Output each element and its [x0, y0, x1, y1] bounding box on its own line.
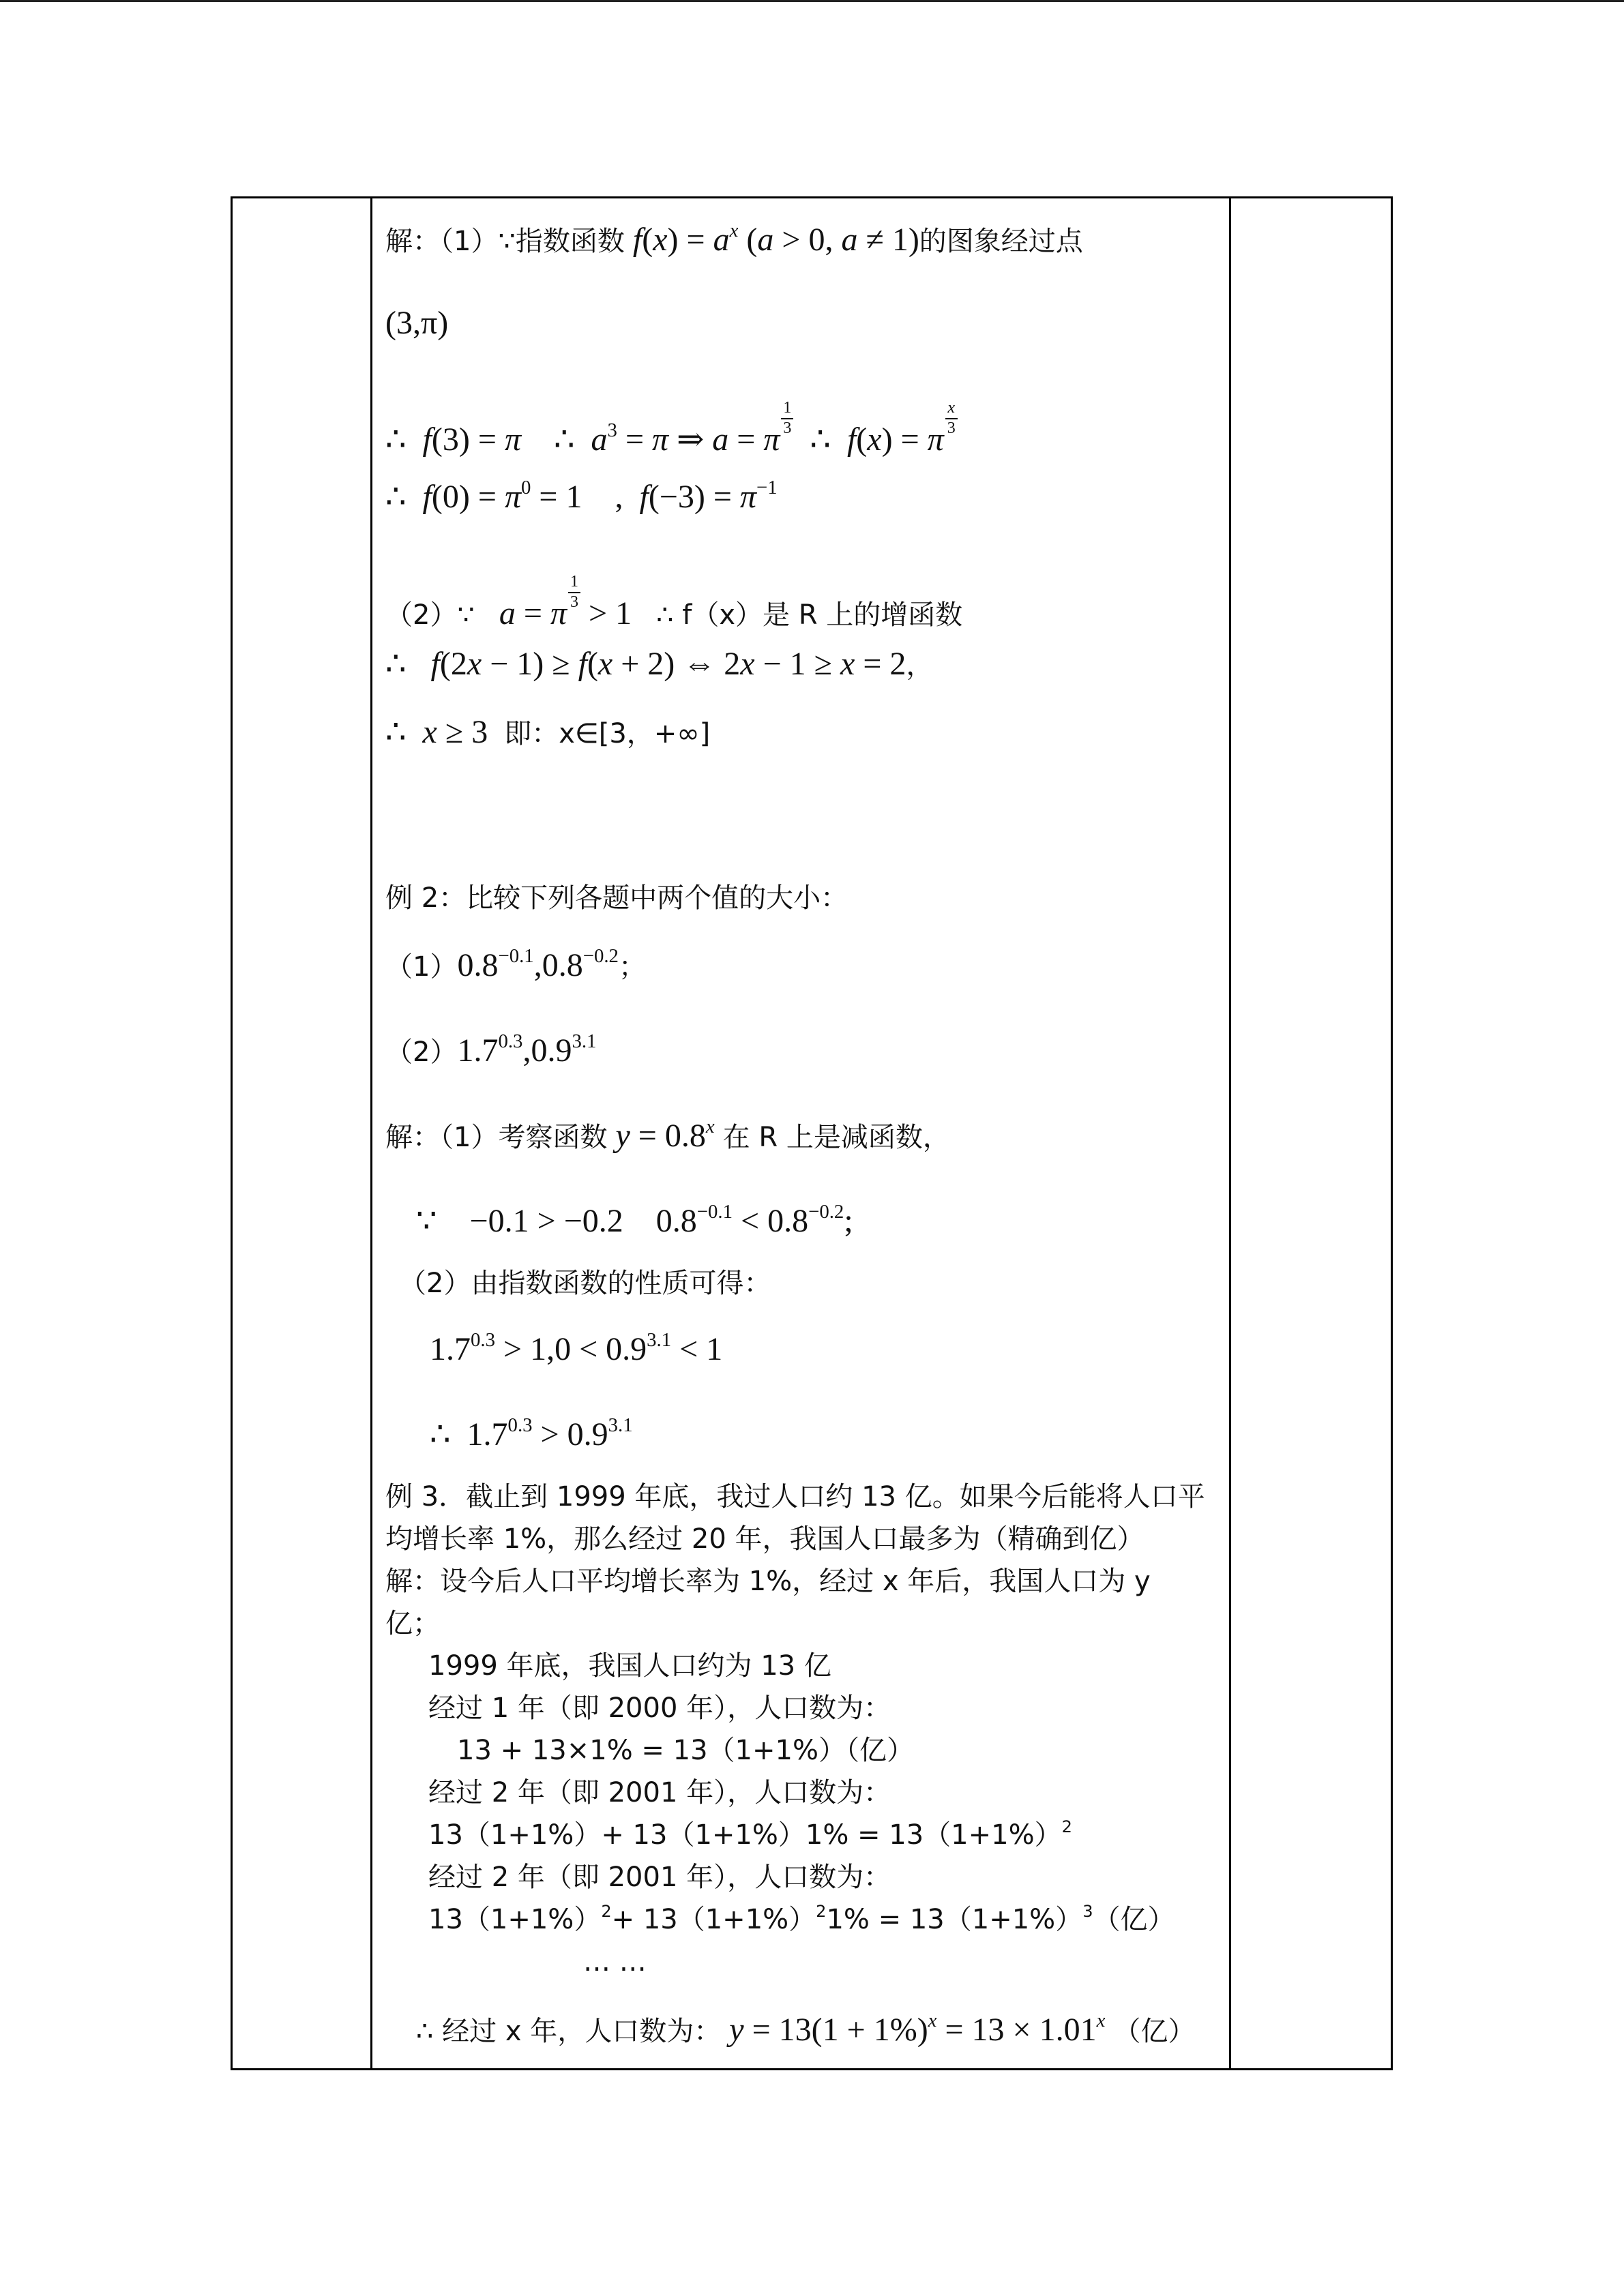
solution-point: (3,π): [385, 305, 449, 341]
column-divider-right: [1229, 198, 1231, 2068]
column-divider-left: [370, 198, 372, 2068]
example3-final: ∴ 经过 x 年，人口数为： $y = 13(1 + 1\%)^x = 13 \times 1.01^x$ （亿）: [416, 2010, 1196, 2048]
example2-part2: （2）由指数函数的性质可得：: [399, 1268, 771, 1299]
example3-line-10: 经过 2 年（即 2001 年），人口数为：: [428, 1862, 891, 1893]
example2-because-line: ∵ −0.1 > −0.2 $0.8^{-0.1} < 0.8^{-0.2}$;: [416, 1201, 853, 1239]
example3-line-2: 均增长率 1%，那么经过 20 年，我国人口最多为（精确到亿）: [385, 1523, 1145, 1555]
solution-line-4: ∴ $f(0) = \pi^0 = 1$ , $f(-3) = \pi^{-1}$: [385, 477, 778, 515]
solution-line-7: ∴ x ≥ 3 即：x∈[3，+∞]: [385, 714, 711, 750]
example3-line-3: 解：设今后人口平均增长率为 1%，经过 x 年后，我国人口为 y: [385, 1566, 1151, 1597]
solution-line-5: （2）∵ a = π $\frac{1}{3}$ > 1 ∴ f（x）是 R 上的增函数: [385, 573, 963, 631]
example2-item-2: $(2)1.7^{0.3},0.9^{3.1}$: [385, 1030, 597, 1069]
example2-ineq: $1.7^{0.3} > 1,0 < 0.9^{3.1} < 1$: [430, 1329, 723, 1367]
example3-line-7: 13 + 13×1% = 13（1+1%）（亿）: [457, 1735, 914, 1766]
solution-line-1: 解：（1）∵指数函数 $f(x) = a^x$ (a > 0, a ≠ 1)的图象经过点: [385, 220, 1083, 258]
example2-conclusion: ∴ $1.7^{0.3} > 0.9^{3.1}$: [430, 1414, 633, 1452]
example3-line-4: 亿；: [385, 1608, 440, 1639]
example2-title: 例 2：比较下列各题中两个值的大小：: [385, 882, 848, 914]
example2-item-1: $(1)0.8^{-0.1},0.8^{-0.2}$；: [385, 945, 646, 983]
example3-line-11: $13(1+1\%)^2+ 13(1+1\%)^21\% = 13(1+1\%)^3$（亿）: [428, 1902, 1175, 1935]
page-top-border: [0, 0, 1624, 2]
example3-line-8: 经过 2 年（即 2001 年），人口数为：: [428, 1777, 891, 1808]
example3-line-9: $13(1+1\%)+ 13(1+1\%)1\% = 13(1+1\%)^2$: [428, 1817, 1072, 1851]
example3-line-1: 例 3．截止到 1999 年底，我过人口约 13 亿。如果今后能将人口平: [385, 1481, 1205, 1512]
example3-line-6: 经过 1 年（即 2000 年），人口数为：: [428, 1693, 891, 1724]
example3-line-5: 1999 年底，我国人口约为 13 亿: [428, 1650, 831, 1682]
example2-solution-1: 解：（1）考察函数 $y = 0.8^x$ 在 R 上是减函数，: [385, 1116, 950, 1154]
solution-line-6: ∴ f(2x − 1) ≥ f(x + 2) ⇔ 2x − 1 ≥ x = 2，: [385, 646, 934, 682]
example3-dots: … …: [583, 1946, 647, 1978]
solution-line-3: ∴ f(3) = π ∴ $a^3 = \pi$ ⇒ a = π $\frac{1}{3}$ ∴ f(x) = π $\frac{x}{3}$: [385, 399, 958, 456]
